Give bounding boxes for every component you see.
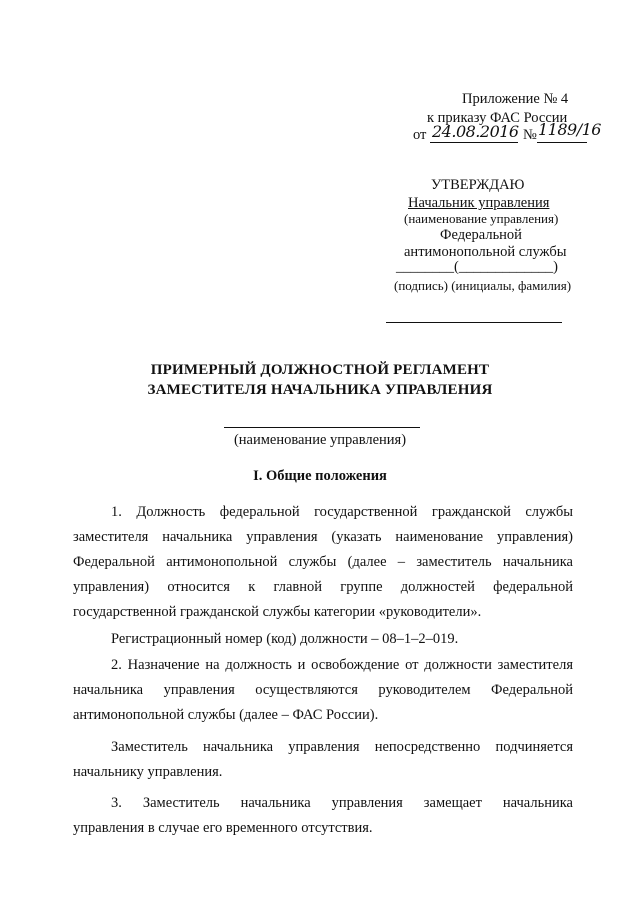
paragraph-3	[73, 653, 573, 728]
appendix-number-handwritten: 1189/16	[538, 120, 601, 139]
paragraph-4-line: начальнику управления.	[73, 764, 223, 780]
paragraph-1-line: заместителя начальника управления (указать наименование управления)	[73, 529, 573, 545]
approval-position-caption: (наименование управления)	[404, 211, 559, 226]
approval-org-line1: Федеральной	[440, 227, 522, 243]
date-underline	[430, 142, 518, 143]
paragraph-1-line: Федеральной антимонопольной службы (далее – заместитель начальника	[73, 554, 573, 570]
document-title-line1: ПРИМЕРНЫЙ ДОЛЖНОСТНОЙ РЕГЛАМЕНТ	[150, 362, 490, 378]
appendix-date-prefix: от	[413, 127, 427, 143]
document-title-line2: ЗАМЕСТИТЕЛЯ НАЧАЛЬНИКА УПРАВЛЕНИЯ	[147, 382, 493, 398]
paragraph-1-line: 1. Должность федеральной государственной гражданской службы	[111, 504, 573, 520]
appendix-number-prefix: №	[523, 127, 537, 143]
paragraph-1	[73, 500, 573, 625]
approval-divider	[386, 322, 562, 323]
paragraph-5-line: 3. Заместитель начальника управления замещает начальника	[111, 795, 573, 811]
number-underline	[537, 142, 587, 143]
approval-signature-blank: ________(_____________)	[396, 259, 558, 275]
approval-signature-caption: (подпись) (инициалы, фамилия)	[394, 278, 572, 293]
paragraph-1-line: управления) относится к главной группе должностей федеральной	[73, 579, 573, 595]
paragraph-2: Регистрационный номер (код) должности – 08–1–2–019.	[111, 631, 459, 647]
appendix-number: Приложение № 4	[462, 91, 569, 107]
paragraph-3-line: антимонопольной службы (далее – ФАС России).	[73, 707, 379, 723]
appendix-order: к приказу ФАС России	[427, 110, 568, 126]
approval-org-line2: антимонопольной службы	[404, 244, 567, 260]
approval-heading: УТВЕРЖДАЮ	[431, 177, 525, 193]
paragraph-4	[73, 735, 573, 785]
dept-name-caption: (наименование управления)	[233, 432, 407, 448]
approval-position: Начальник управления	[408, 195, 550, 211]
paragraph-1-line: государственной гражданской службы категории «руководители».	[73, 604, 482, 620]
paragraph-5	[73, 791, 573, 841]
paragraph-5-line: управления в случае его временного отсутствия.	[73, 820, 373, 836]
paragraph-4-line: Заместитель начальника управления непосредственно подчиняется	[111, 739, 573, 755]
paragraph-3-line: 2. Назначение на должность и освобождение от должности заместителя	[111, 657, 573, 673]
appendix-date-handwritten: 24.08.2016	[432, 122, 519, 141]
section-heading: I. Общие положения	[253, 468, 387, 484]
paragraph-3-line: начальника управления осуществляются руководителем Федеральной	[73, 682, 573, 698]
dept-name-line	[224, 427, 420, 428]
